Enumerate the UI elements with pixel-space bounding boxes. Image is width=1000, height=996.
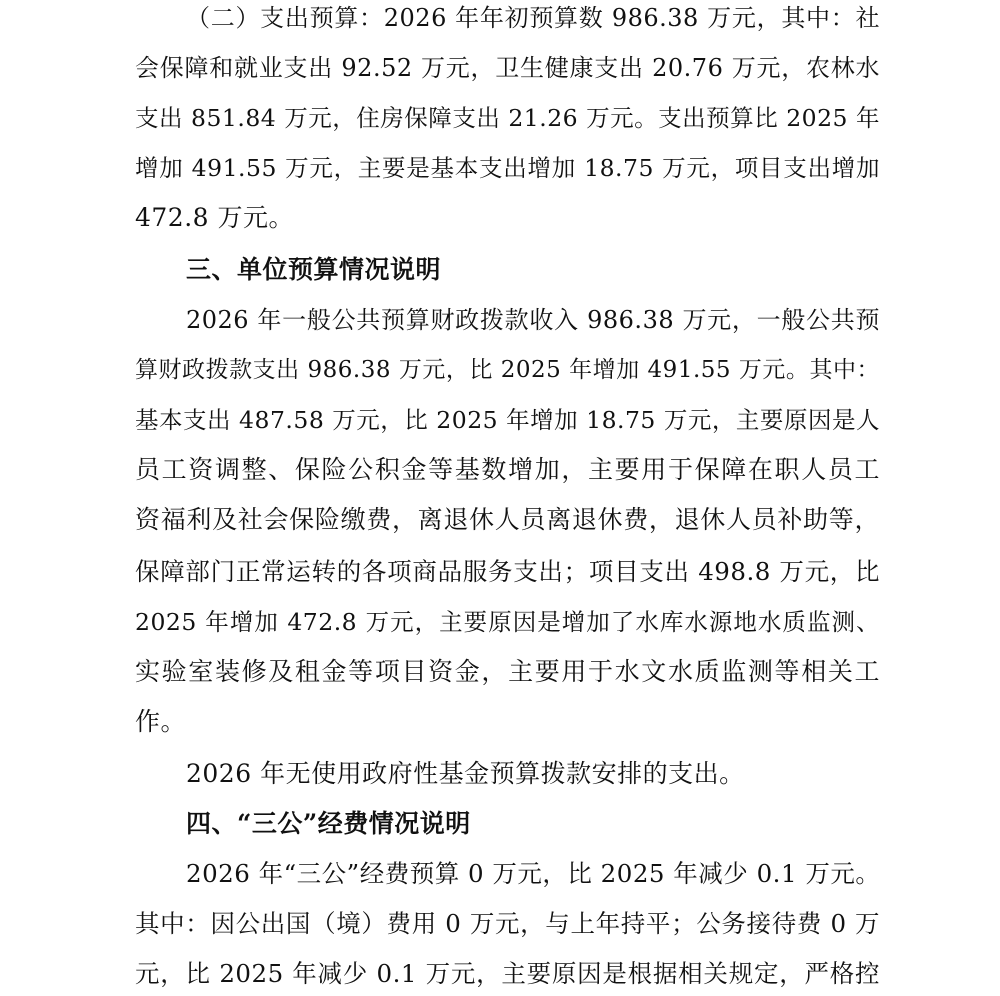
text-line: （二）支出预算：2026 年年初预算数 986.38 万元，其中：社: [186, 4, 880, 32]
section-heading: 三、单位预算情况说明: [186, 255, 442, 284]
section-heading: 四、“三公”经费情况说明: [186, 809, 471, 838]
text-line: 实验室装修及租金等项目资金，主要用于水文水质监测等相关工: [135, 657, 880, 686]
text-line: 2026 年“三公”经费预算 0 万元，比 2025 年减少 0.1 万元。: [186, 859, 881, 888]
text-line: 员工资调整、保险公积金等基数增加，主要用于保障在职人员工: [135, 455, 880, 484]
text-line: 2025 年增加 472.8 万元，主要原因是增加了水库水源地水质监测、: [135, 608, 880, 636]
text-line: 2026 年无使用政府性基金预算拨款安排的支出。: [186, 759, 745, 788]
text-line: 增加 491.55 万元，主要是基本支出增加 18.75 万元，项目支出增加: [135, 154, 880, 182]
text-line: 作。: [135, 707, 187, 736]
text-line: 会保障和就业支出 92.52 万元，卫生健康支出 20.76 万元，农林水: [135, 54, 880, 82]
text-line: 保障部门正常运转的各项商品服务支出；项目支出 498.8 万元，比: [135, 557, 880, 586]
text-line: 2026 年一般公共预算财政拨款收入 986.38 万元，一般公共预: [186, 306, 880, 334]
text-line: 基本支出 487.58 万元，比 2025 年增加 18.75 万元，主要原因是人: [135, 406, 880, 434]
text-line: 元，比 2025 年减少 0.1 万元，主要原因是根据相关规定，严格控: [135, 959, 880, 988]
text-line: 支出 851.84 万元，住房保障支出 21.26 万元。支出预算比 2025 年: [135, 104, 880, 132]
text-line: 资福利及社会保险缴费，离退休人员离退休费，退休人员补助等，: [135, 505, 880, 534]
text-line: 算财政拨款支出 986.38 万元，比 2025 年增加 491.55 万元。其中：: [135, 357, 880, 383]
text-line: 其中：因公出国（境）费用 0 万元，与上年持平；公务接待费 0 万: [135, 909, 880, 938]
text-line: 472.8 万元。: [135, 203, 295, 232]
